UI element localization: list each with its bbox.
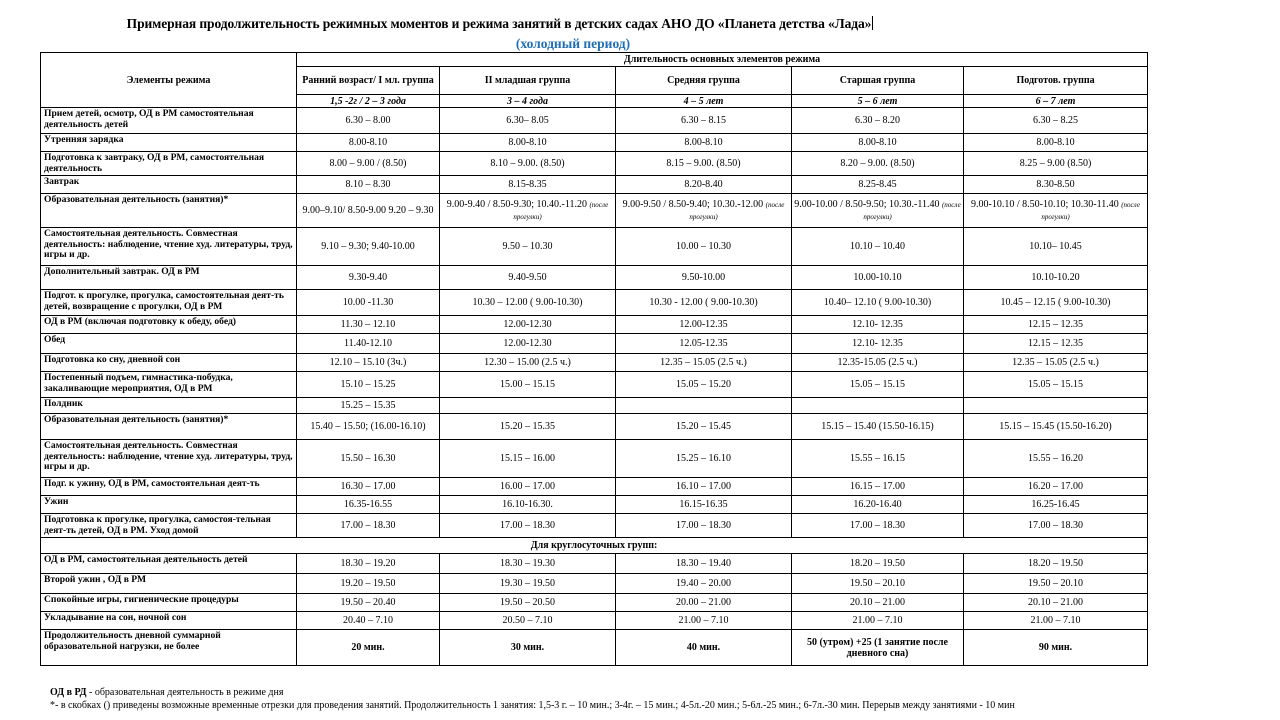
time-value: 16.15-16.35	[679, 499, 728, 511]
time-value: 12.10 – 15.10 (3ч.)	[329, 357, 407, 369]
time-cell	[297, 574, 440, 594]
time-cell	[440, 134, 616, 152]
time-value: 16.00 – 17.00	[500, 481, 555, 493]
time-value: 12.35-15.05 (2.5 ч.)	[837, 357, 918, 369]
time-cell	[792, 478, 964, 496]
time-value: 12.05-12.35	[679, 338, 728, 350]
time-value: 15.00 – 15.15	[500, 379, 555, 391]
time-cell	[792, 398, 964, 414]
time-cell	[616, 334, 792, 354]
row-label: ОД в РМ (включая подготовку к обеду, обед)	[41, 316, 297, 334]
time-cell	[792, 514, 964, 538]
time-cell	[616, 290, 792, 316]
row-label: Образовательная деятельность (занятия)*	[41, 414, 297, 440]
time-cell	[792, 134, 964, 152]
time-value: 8.00 – 9.00 / (8.50)	[329, 158, 407, 170]
table-row	[41, 266, 1148, 290]
time-cell	[440, 514, 616, 538]
time-cell	[964, 266, 1148, 290]
row-label: Завтрак	[41, 176, 297, 194]
time-value: 19.40 – 20.00	[676, 578, 731, 590]
time-cell	[792, 152, 964, 176]
time-value: 19.30 – 19.50	[500, 578, 555, 590]
time-cell	[440, 266, 616, 290]
page-subtitle: (холодный период)	[515, 36, 631, 51]
time-value: 16.20-16.40	[853, 499, 902, 511]
time-value: 12.35 – 15.05 (2.5 ч.)	[660, 357, 747, 369]
time-value: 10.00-10.10	[853, 272, 902, 284]
time-value: 18.20 – 19.50	[850, 558, 905, 570]
time-value: 9.50 – 10.30	[502, 241, 553, 253]
time-value: 8.20-8.40	[684, 179, 723, 191]
time-cell	[440, 612, 616, 630]
time-cell	[297, 194, 440, 228]
time-value: 20.40 – 7.10	[343, 615, 393, 627]
time-cell	[792, 574, 964, 594]
time-cell	[297, 478, 440, 496]
time-value: 20.10 – 21.00	[850, 597, 905, 609]
time-value: 15.55 – 16.20	[1028, 453, 1084, 465]
time-cell	[440, 594, 616, 612]
time-value: 9.50-10.00	[681, 272, 726, 284]
time-cell	[440, 574, 616, 594]
time-value: 8.00-8.10	[348, 137, 388, 148]
time-cell	[616, 478, 792, 496]
table-row	[41, 574, 1148, 594]
time-value: 18.30 – 19.30	[500, 558, 555, 570]
table-row	[41, 440, 1148, 478]
time-cell	[964, 176, 1148, 194]
time-value: 20.50 – 7.10	[502, 615, 553, 627]
table-row	[41, 108, 1148, 134]
time-value: 10.00 -11.30	[342, 297, 394, 309]
time-value: 9.10 – 9.30; 9.40-10.00	[321, 241, 415, 253]
time-value: 15.20 – 15.45	[676, 421, 731, 433]
time-cell	[616, 316, 792, 334]
schedule-table	[40, 52, 1148, 666]
age-range: 5 – 6 лет	[792, 95, 964, 108]
time-cell	[964, 228, 1148, 266]
group-header: Ранний возраст/ I мл. группа	[297, 67, 440, 95]
time-cell	[616, 176, 792, 194]
time-cell	[964, 372, 1148, 398]
time-value: 6.30 – 8.15	[681, 115, 726, 126]
row-label: Подгот. к прогулке, прогулка, самостоятельная деят-ть детей, возвращение с прогулки, ОД в РМ	[41, 290, 297, 316]
group-header: Средняя группа	[616, 67, 792, 95]
time-value: 15.05 – 15.15	[1028, 379, 1084, 391]
footnote-note: *- в скобках () приведены возможные временные отрезки для проведения занятий. Продолжительность 1 занятия: 1,5-3 г. – 10 мин.; 3-4г. – 15 мин.; 4-5л.-20 мин.; 5-6л.-25 мин.; 6-7л.-30 мин. Перерыв между занятиями - 10 мин	[50, 700, 1015, 711]
time-cell	[964, 554, 1148, 574]
time-cell	[440, 152, 616, 176]
table-row	[41, 612, 1148, 630]
time-value: 17.00 – 18.30	[500, 520, 555, 532]
row-label: Обед	[41, 334, 297, 354]
row-label: Спокойные игры, гигиенические процедуры	[41, 594, 297, 612]
duration-header: Длительность основных элементов режима	[297, 53, 1148, 67]
time-cell	[792, 228, 964, 266]
time-cell	[964, 612, 1148, 630]
time-cell	[440, 414, 616, 440]
time-value: 16.15 – 17.00	[850, 481, 905, 493]
time-value: 8.15-8.35	[508, 179, 547, 191]
time-cell	[297, 612, 440, 630]
time-value: 6.30 – 8.00	[345, 115, 391, 126]
time-cell	[964, 496, 1148, 514]
time-value: 12.15 – 12.35	[1028, 338, 1084, 350]
time-cell	[964, 108, 1148, 134]
time-value: 9.00-10.10 / 8.50-10.10; 10.30-11.40	[971, 198, 1119, 210]
time-cell	[616, 414, 792, 440]
time-cell	[616, 554, 792, 574]
time-cell	[440, 440, 616, 478]
time-value: 16.20 – 17.00	[1028, 481, 1084, 493]
time-value: 8.25 – 9.00 (8.50)	[1019, 158, 1092, 170]
group-header: II младшая группа	[440, 67, 616, 95]
age-range: 4 – 5 лет	[616, 95, 792, 108]
time-cell	[297, 108, 440, 134]
time-value: 10.45 – 12.15 ( 9.00-10.30)	[1000, 297, 1111, 309]
time-note: (после прогулки)	[1041, 200, 1140, 221]
time-cell	[964, 334, 1148, 354]
table-row	[41, 554, 1148, 574]
time-cell	[440, 108, 616, 134]
time-cell	[616, 152, 792, 176]
time-value: 12.30 – 15.00 (2.5 ч.)	[484, 357, 571, 369]
time-cell	[792, 354, 964, 372]
time-note: (после прогулки)	[689, 200, 785, 221]
table-row	[41, 630, 1148, 666]
time-value: 50 (утром) +25 (1 занятие после дневного сна)	[807, 636, 948, 659]
row-label: Продолжительность дневной суммарной образовательной нагрузки, не более	[41, 630, 297, 666]
table-row	[41, 514, 1148, 538]
table-row	[41, 496, 1148, 514]
time-cell	[616, 372, 792, 398]
time-value: 19.20 – 19.50	[340, 578, 396, 590]
page-title: Примерная продолжительность режимных моментов и режима занятий в детских садах АНО ДО «Планета детства «Лада»	[126, 16, 872, 31]
time-value: 16.25-16.45	[1031, 499, 1080, 511]
row-label: Самостоятельная деятельность. Совместная деятельность: наблюдение, чтение худ. литературы, труд, игры и др.	[41, 440, 297, 478]
section-heading: Для круглосуточных групп:	[41, 538, 1148, 554]
time-cell	[297, 372, 440, 398]
time-cell	[964, 354, 1148, 372]
time-cell	[616, 108, 792, 134]
table-row	[41, 594, 1148, 612]
time-value: 9.00–9.10/ 8.50-9.00 9.20 – 9.30	[302, 205, 434, 217]
time-value: 12.00-12.30	[503, 338, 552, 350]
time-value: 17.00 – 18.30	[1028, 520, 1084, 532]
time-cell	[792, 594, 964, 612]
time-cell	[297, 228, 440, 266]
row-label: Ужин	[41, 496, 297, 514]
time-cell	[616, 398, 792, 414]
time-value: 16.30 – 17.00	[340, 481, 396, 493]
time-value: 8.10 – 8.30	[345, 179, 391, 191]
time-cell	[440, 398, 616, 414]
age-range: 3 – 4 года	[440, 95, 616, 108]
time-cell	[616, 194, 792, 228]
row-label: Подготовка к завтраку, ОД в РМ, самостоятельная деятельность	[41, 152, 297, 176]
time-value: 20.10 – 21.00	[1028, 597, 1084, 609]
time-value: 6.30 – 8.25	[1033, 115, 1079, 126]
time-value: 18.20 – 19.50	[1028, 558, 1084, 570]
table-row	[41, 316, 1148, 334]
time-value: 10.10 – 10.40	[850, 241, 905, 253]
time-cell	[440, 176, 616, 194]
table-row	[41, 134, 1148, 152]
time-value: 15.55 – 16.15	[850, 453, 905, 465]
row-label: Полдник	[41, 398, 297, 414]
row-label: Образовательная деятельность (занятия)*	[41, 194, 297, 228]
time-value: 15.15 – 15.40 (15.50-16.15)	[821, 421, 934, 433]
time-cell	[616, 574, 792, 594]
time-cell	[964, 440, 1148, 478]
time-value: 21.00 – 7.10	[678, 615, 729, 627]
time-cell	[964, 134, 1148, 152]
time-value: 15.25 – 16.10	[676, 453, 731, 465]
time-value: 17.00 – 18.30	[850, 520, 905, 532]
table-row	[41, 228, 1148, 266]
time-note: (после прогулки)	[863, 200, 961, 221]
time-value: 15.50 – 16.30	[340, 453, 396, 465]
table-row	[41, 398, 1148, 414]
time-cell	[297, 152, 440, 176]
time-value: 9.00-9.40 / 8.50-9.30; 10.40.-11.20	[446, 198, 587, 210]
time-cell	[297, 176, 440, 194]
time-cell	[297, 354, 440, 372]
time-cell	[616, 496, 792, 514]
table-row	[41, 414, 1148, 440]
time-cell	[792, 316, 964, 334]
row-label: Самостоятельная деятельность. Совместная деятельность: наблюдение, чтение худ. литературы, труд, игры и др.	[41, 228, 297, 266]
time-value: 8.20 – 9.00. (8.50)	[840, 158, 915, 170]
table-row	[41, 478, 1148, 496]
time-cell	[297, 134, 440, 152]
row-label: Укладывание на сон, ночной сон	[41, 612, 297, 630]
time-value: 90 мин.	[1038, 642, 1073, 654]
time-cell	[440, 228, 616, 266]
time-value: 19.50 – 20.50	[500, 597, 555, 609]
time-cell	[297, 594, 440, 612]
time-value: 20 мин.	[351, 642, 385, 654]
time-note: (после прогулки)	[513, 200, 609, 221]
time-cell	[616, 228, 792, 266]
time-value: 8.10 – 9.00. (8.50)	[490, 158, 565, 170]
time-cell	[964, 630, 1148, 666]
abbreviation-key: ОД в РД	[50, 687, 87, 698]
time-cell	[440, 372, 616, 398]
row-label: Утренняя зарядка	[41, 134, 297, 152]
time-cell	[964, 316, 1148, 334]
time-cell	[964, 290, 1148, 316]
time-value: 15.25 – 15.35	[340, 400, 396, 412]
time-cell	[297, 496, 440, 514]
time-value: 12.15 – 12.35	[1028, 319, 1084, 331]
row-label: Подготовка к прогулке, прогулка, самостоя-тельная деят-ть детей, ОД в РМ. Уход домой	[41, 514, 297, 538]
time-cell	[297, 316, 440, 334]
time-cell	[964, 414, 1148, 440]
time-value: 10.30 – 12.00 ( 9.00-10.30)	[472, 297, 583, 309]
table-row	[41, 372, 1148, 398]
table-row	[41, 176, 1148, 194]
time-cell	[616, 630, 792, 666]
time-cell	[440, 630, 616, 666]
time-value: 19.50 – 20.10	[1028, 578, 1084, 590]
time-value: 9.30-9.40	[348, 272, 388, 284]
time-cell	[440, 316, 616, 334]
time-cell	[792, 554, 964, 574]
row-label: Подготовка ко сну, дневной сон	[41, 354, 297, 372]
time-value: 21.00 – 7.10	[1030, 615, 1081, 627]
time-cell	[792, 176, 964, 194]
time-cell	[964, 594, 1148, 612]
time-value: 8.30-8.50	[1036, 179, 1075, 191]
table-row	[41, 334, 1148, 354]
time-cell	[616, 594, 792, 612]
time-value: 6.30 – 8.20	[855, 115, 900, 126]
time-cell	[792, 334, 964, 354]
group-header: Подготов. группа	[964, 67, 1148, 95]
time-value: 9.00-10.00 / 8.50-9.50; 10.30.-11.40	[794, 198, 940, 210]
time-value: 15.05 – 15.20	[676, 379, 731, 391]
time-cell	[964, 478, 1148, 496]
time-value: 40 мин.	[686, 642, 721, 654]
time-cell	[297, 414, 440, 440]
time-cell	[297, 290, 440, 316]
time-value: 10.30 - 12.00 ( 9.00-10.30)	[649, 297, 758, 309]
time-value: 18.30 – 19.20	[340, 558, 396, 570]
time-cell	[964, 514, 1148, 538]
time-cell	[964, 574, 1148, 594]
time-value: 8.00-8.10	[684, 137, 723, 148]
time-cell	[440, 496, 616, 514]
time-cell	[297, 554, 440, 574]
table-row	[41, 290, 1148, 316]
time-value: 21.00 – 7.10	[852, 615, 903, 627]
time-cell	[792, 630, 964, 666]
table-row	[41, 194, 1148, 228]
time-value: 12.00-12.35	[679, 319, 728, 331]
time-value: 9.40-9.50	[508, 272, 547, 284]
time-cell	[297, 440, 440, 478]
time-value: 12.00-12.30	[503, 319, 552, 331]
age-range: 6 – 7 лет	[964, 95, 1148, 108]
row-label: Дополнительный завтрак. ОД в РМ	[41, 266, 297, 290]
time-value: 8.00-8.10	[1036, 137, 1075, 148]
table-row	[41, 152, 1148, 176]
time-cell	[616, 134, 792, 152]
time-cell	[792, 194, 964, 228]
time-value: 15.10 – 15.25	[340, 379, 396, 391]
time-cell	[792, 414, 964, 440]
abbreviation-text: - образовательная деятельность в режиме дня	[86, 687, 284, 698]
time-value: 15.20 – 15.35	[500, 421, 555, 433]
group-header: Старшая группа	[792, 67, 964, 95]
time-value: 16.10 – 17.00	[676, 481, 731, 493]
age-range: 1,5 -2г / 2 – 3 года	[297, 95, 440, 108]
time-cell	[616, 440, 792, 478]
time-value: 8.25-8.45	[858, 179, 897, 191]
time-cell	[616, 266, 792, 290]
time-cell	[297, 630, 440, 666]
time-cell	[792, 372, 964, 398]
footnote-abbreviation	[50, 687, 283, 698]
time-value: 16.35-16.55	[343, 499, 393, 511]
text-cursor	[872, 16, 873, 30]
table-row	[41, 354, 1148, 372]
time-value: 15.40 – 15.50; (16.00-16.10)	[310, 421, 426, 433]
time-cell	[297, 514, 440, 538]
time-value: 10.00 – 10.30	[676, 241, 731, 253]
time-value: 15.15 – 15.45 (15.50-16.20)	[999, 421, 1112, 433]
time-cell	[297, 266, 440, 290]
time-cell	[792, 266, 964, 290]
row-label: Прием детей, осмотр, ОД в РМ самостоятельная деятельность детей	[41, 108, 297, 134]
time-cell	[792, 290, 964, 316]
time-cell	[792, 496, 964, 514]
time-cell	[616, 612, 792, 630]
time-cell	[440, 290, 616, 316]
time-value: 18.30 – 19.40	[676, 558, 731, 570]
time-value: 15.05 – 15.15	[850, 379, 905, 391]
time-cell	[616, 354, 792, 372]
time-value: 8.00-8.10	[508, 137, 547, 148]
time-value: 10.40– 12.10 ( 9.00-10.30)	[823, 297, 932, 309]
row-label: ОД в РМ, самостоятельная деятельность детей	[41, 554, 297, 574]
time-value: 9.00-9.50 / 8.50-9.40; 10.30.-12.00	[622, 198, 764, 210]
time-cell	[792, 108, 964, 134]
time-value: 8.00-8.10	[858, 137, 897, 148]
time-cell	[440, 354, 616, 372]
row-label: Подг. к ужину, ОД в РМ, самостоятельная деят-ть	[41, 478, 297, 496]
time-cell	[964, 152, 1148, 176]
time-cell	[440, 478, 616, 496]
time-cell	[297, 398, 440, 414]
section-row	[41, 538, 1148, 554]
time-value: 17.00 – 18.30	[340, 520, 396, 532]
time-cell	[792, 612, 964, 630]
time-value: 8.15 – 9.00. (8.50)	[666, 158, 741, 170]
time-cell	[964, 398, 1148, 414]
time-value: 11.30 – 12.10	[340, 319, 396, 331]
time-value: 12.35 – 15.05 (2.5 ч.)	[1012, 357, 1099, 369]
time-value: 12.10- 12.35	[852, 319, 903, 331]
row-label: Второй ужин , ОД в РМ	[41, 574, 297, 594]
time-cell	[297, 334, 440, 354]
time-value: 17.00 – 18.30	[676, 520, 731, 532]
row-label: Постепенный подъем, гимнастика-побудка, закаливающие мероприятия, ОД в РМ	[41, 372, 297, 398]
time-cell	[440, 334, 616, 354]
time-value: 6.30– 8.05	[506, 115, 549, 126]
time-value: 12.10- 12.35	[852, 338, 903, 350]
time-value: 30 мин.	[510, 642, 545, 654]
time-cell	[792, 440, 964, 478]
time-value: 20.00 – 21.00	[676, 597, 731, 609]
time-cell	[964, 194, 1148, 228]
time-cell	[440, 554, 616, 574]
time-value: 19.50 – 20.10	[850, 578, 905, 590]
time-value: 10.10-10.20	[1031, 272, 1080, 284]
time-value: 15.15 – 16.00	[500, 453, 555, 465]
time-cell	[440, 194, 616, 228]
time-cell	[616, 514, 792, 538]
time-value: 11.40-12.10	[344, 338, 392, 350]
time-value: 16.10-16.30.	[502, 499, 553, 511]
elements-header: Элементы режима	[41, 53, 297, 108]
time-value: 19.50 – 20.40	[340, 597, 396, 609]
time-value: 10.10– 10.45	[1029, 241, 1082, 253]
